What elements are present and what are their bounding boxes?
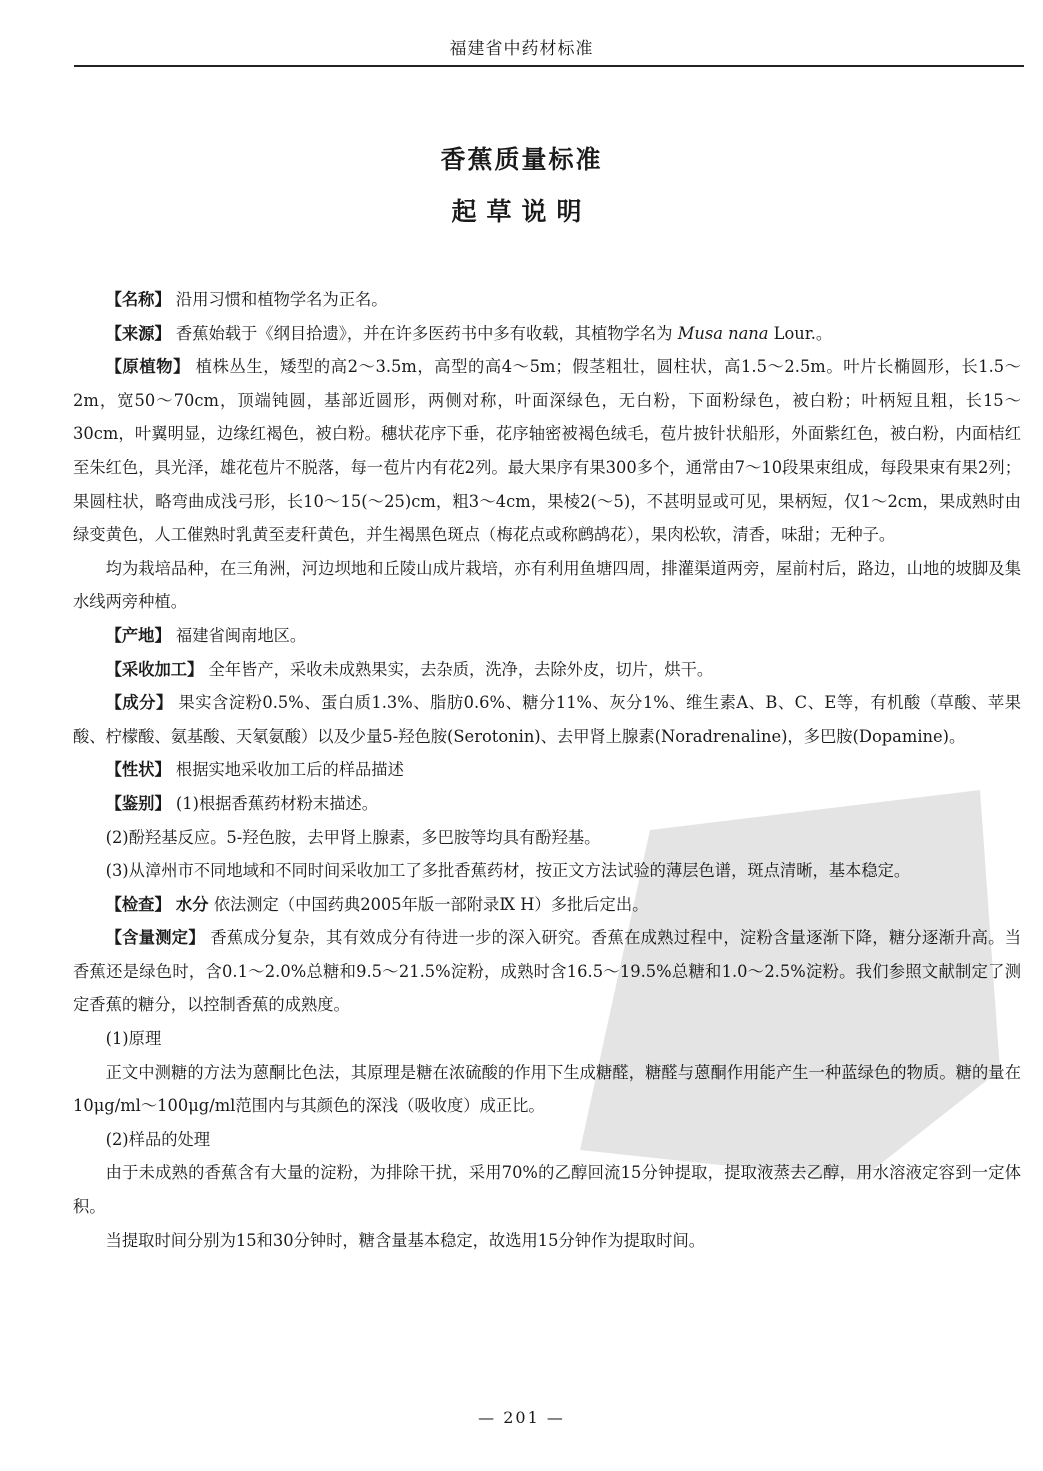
section-label-description: 【性状】	[105, 760, 171, 780]
section-text-description: 根据实地采收加工后的样品描述	[175, 760, 404, 780]
section-label-plant: 【原植物】	[105, 357, 190, 377]
section-label-origin: 【产地】	[105, 625, 171, 645]
assay-sample-text: 由于未成熟的香蕉含有大量的淀粉，为排除干扰，采用70%的乙醇回流15分钟提取，提取液蒸去乙醇，用水溶液定容到一定体积。	[73, 1163, 1021, 1217]
section-label-inspection: 【检查】	[105, 894, 171, 914]
section-label-identification: 【鉴别】	[105, 793, 171, 813]
identification-item-1: (1)根据香蕉药材粉末描述。	[175, 793, 379, 813]
latin-name: Musa nana	[677, 323, 769, 343]
section-text-assay: 香蕉成分复杂，其有效成分有待进一步的深入研究。香蕉在成熟过程中，淀粉含量逐渐下降，糖分逐渐升高。当香蕉还是绿色时，含0.1～2.0%总糖和9.5～21.5%淀粉，成熟时含16.5～19.5%总糖和1.0～2.5%淀粉。我们参照文献制定了测定香蕉的糖分，以控制香蕉的成熟度。	[73, 928, 1021, 1015]
section-constituents	[73, 686, 1021, 753]
section-plant	[73, 350, 1021, 552]
document-body	[73, 283, 1021, 1257]
assay-extraction-time-text: 当提取时间分别为15和30分钟时，糖含量基本稳定，故选用15分钟作为提取时间。	[105, 1230, 706, 1250]
document-title: 香蕉质量标准	[440, 145, 603, 174]
section-plant-para2: 均为栽培品种，在三角洲，河边坝地和丘陵山成片栽培，亦有利用鱼塘四周，排灌渠道两旁，屋前村后，路边，山地的坡脚及集水线两旁种植。	[73, 558, 1021, 612]
section-label-constituents: 【成分】	[105, 693, 173, 713]
section-origin	[73, 619, 1021, 653]
section-inspection	[73, 888, 1021, 922]
assay-heading-principle: (1)原理	[105, 1029, 162, 1049]
assay-principle-text: 正文中测糖的方法为蒽酮比色法，其原理是糖在浓硫酸的作用下生成糖醛，糖醛与蒽酮作用能产生一种蓝绿色的物质。糖的量在10μg/ml～100μg/ml范围内与其颜色的深浅（吸收度）成正比。	[73, 1062, 1021, 1116]
section-text-source: 香蕉始载于《纲目拾遗》，并在许多医药书中多有收载，其植物学名为	[175, 323, 673, 343]
section-text-origin: 福建省闽南地区。	[175, 625, 307, 645]
section-processing	[73, 653, 1021, 687]
identification-item-2: (2)酚羟基反应。5-羟色胺，去甲肾上腺素，多巴胺等均具有酚羟基。	[105, 827, 601, 847]
header-rule	[74, 65, 1024, 67]
section-text-name: 沿用习惯和植物学名为正名。	[175, 290, 388, 309]
section-description	[73, 753, 1021, 787]
page-number: — 201 —	[478, 1408, 565, 1427]
section-label-source: 【来源】	[105, 323, 171, 343]
inspection-sub-label: 水分	[175, 894, 209, 914]
section-text-source-author: Lour.。	[773, 323, 833, 343]
section-label-processing: 【采收加工】	[105, 659, 204, 679]
section-identification	[73, 787, 1021, 821]
running-head: 福建省中药材标准	[449, 39, 594, 59]
section-text-processing: 全年皆产，采收未成熟果实，去杂质，洗净，去除外皮，切片，烘干。	[208, 659, 714, 679]
section-text-plant: 植株丛生，矮型的高2～3.5m，高型的高4～5m；假茎粗壮，圆柱状，高1.5～2.5m。叶片长椭圆形，长1.5～2m，宽50～70cm，顶端钝圆，基部近圆形，两侧对称，叶面深绿色，无白粉，下面粉绿色，被白粉；叶柄短且粗，长15～30cm，叶翼明显，边缘红褐色，被白粉。穗状花序下垂，花序轴密被褐色绒毛，苞片披针状船形，外面紫红色，被白粉，内面桔红至朱红色，具光泽，雄花苞片不脱落，每一苞片内有花2列。最大果序有果300多个，通常由7～10段果束组成，每段果束有果2列；果圆柱状，略弯曲成浅弓形，长10～15(～25)cm，粗3～4cm，果棱2(～5)，不甚明显或可见，果柄短，仅1～2cm，果成熟时由绿变黄色，人工催熟时乳黄至麦秆黄色，并生褐黑色斑点（梅花点或称鹧鸪花），果肉松软，清香，味甜；无种子。	[73, 357, 1021, 545]
section-label-assay: 【含量测定】	[105, 928, 205, 948]
identification-item-3: (3)从漳州市不同地域和不同时间采收加工了多批香蕉药材，按正文方法试验的薄层色谱，斑点清晰，基本稳定。	[105, 861, 911, 881]
section-source	[73, 317, 1021, 351]
document-subtitle: 起草说明	[451, 197, 592, 226]
section-label-name: 【名称】	[105, 290, 171, 309]
section-assay	[73, 921, 1021, 1022]
assay-heading-sample: (2)样品的处理	[105, 1129, 211, 1149]
section-text-inspection: 依法测定（中国药典2005年版一部附录Ⅸ H）多批后定出。	[213, 894, 649, 914]
section-name	[73, 283, 1021, 317]
section-text-constituents: 果实含淀粉0.5%、蛋白质1.3%、脂肪0.6%、糖分11%、灰分1%、维生素A、B、C、E等，有机酸（草酸、苹果酸、柠檬酸、氨基酸、天氡氨酸）以及少量5-羟色胺(Serotonin)、去甲肾上腺素(Noradrenaline)，多巴胺(Dopamine)。	[73, 693, 1021, 746]
